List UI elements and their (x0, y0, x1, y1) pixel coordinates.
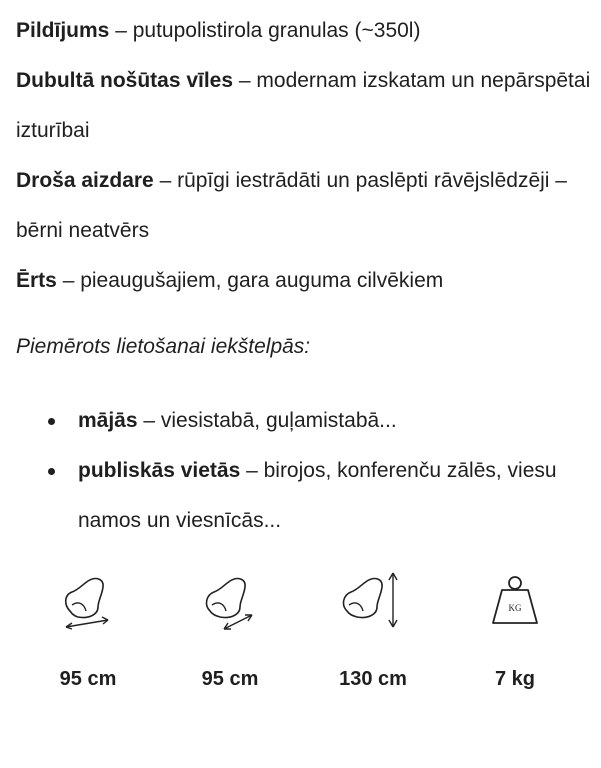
spec-value: 7 kg (494, 668, 536, 690)
spec-weight (455, 565, 575, 690)
list-item (16, 396, 591, 446)
usage-intro: Piemērots lietošanai iekštelpās: (16, 335, 311, 358)
spec-width (28, 565, 148, 690)
usage-desc: – birojos, konferenču zālēs, viesu namos un viesnīcās... (78, 459, 557, 532)
feature-seams (16, 56, 591, 156)
usage-list (16, 396, 591, 546)
feature-desc: – modernam izskatam un nepārspētai izturībai (16, 69, 591, 142)
usage-desc: – viesistabā, guļamistabā... (137, 409, 397, 432)
list-item (16, 446, 591, 546)
spec-value: 130 cm (339, 668, 407, 690)
spec-height (313, 565, 433, 690)
beanbag-height-icon (333, 565, 413, 635)
feature-term: Droša aizdare (16, 169, 154, 192)
bullet-icon (48, 468, 55, 475)
bullet-icon (48, 418, 55, 425)
beanbag-width-icon (48, 565, 128, 635)
feature-desc: – rūpīgi iestrādāti un paslēpti rāvējslēdzēji – bērni neatvērs (16, 169, 567, 242)
weight-icon (475, 565, 555, 635)
feature-desc: – putupolistirola granulas (~350l) (109, 19, 421, 42)
spec-value: 95 cm (59, 668, 117, 690)
usage-term: mājās (78, 409, 138, 432)
feature-desc: – pieaugušajiem, gara auguma cilvēkiem (56, 269, 444, 292)
feature-term: Dubultā nošūtas vīles (16, 69, 234, 92)
spec-value: 95 cm (201, 668, 259, 690)
usage-term: publiskās vietās (78, 459, 241, 482)
feature-filling (16, 6, 591, 56)
weight-label: KG (508, 603, 522, 613)
spec-depth (170, 565, 290, 690)
feature-zipper (16, 156, 591, 256)
feature-term: Ērts (16, 269, 57, 292)
feature-term: Pildījums (16, 19, 110, 42)
beanbag-depth-icon (190, 565, 270, 635)
feature-comfort (16, 256, 591, 306)
